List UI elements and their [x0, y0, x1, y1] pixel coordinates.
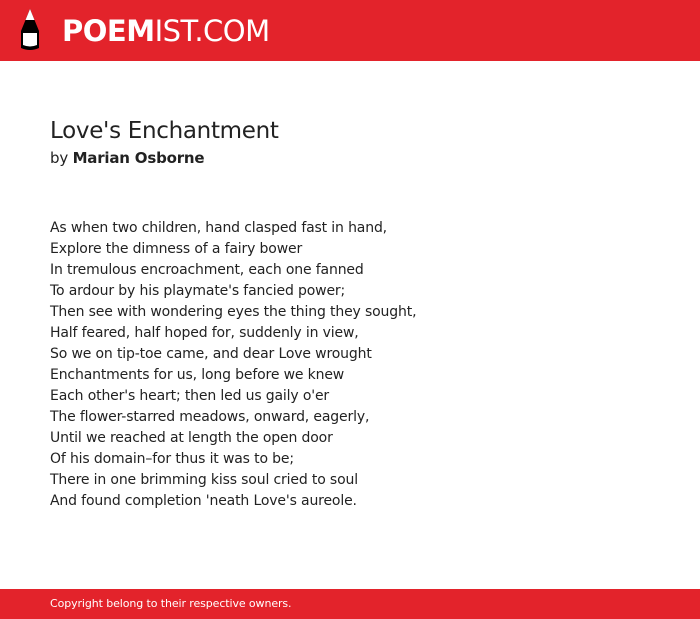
brand-bold: POEM — [62, 14, 155, 48]
poem-title: Love's Enchantment — [50, 118, 279, 144]
poem-line: Half feared, half hoped for, suddenly in view, — [50, 325, 359, 341]
poem-line: Explore the dimness of a fairy bower — [50, 241, 303, 257]
pencil-tip-icon[interactable] — [18, 9, 42, 51]
poem-line: So we on tip-toe came, and dear Love wrought — [50, 346, 372, 362]
poem-line: Then see with wondering eyes the thing they sought, — [50, 304, 417, 320]
byline — [50, 147, 670, 170]
poem-line: In tremulous encroachment, each one fanned — [50, 262, 364, 278]
poem-line: There in one brimming kiss soul cried to soul — [50, 472, 358, 488]
poem-line: Until we reached at length the open door — [50, 430, 333, 446]
poem-line: Enchantments for us, long before we knew — [50, 367, 345, 383]
brand-light: IST.COM — [154, 14, 270, 48]
poem-line: And found completion 'neath Love's aureole. — [50, 493, 357, 509]
site-logo-link[interactable] — [62, 12, 270, 50]
author-name: Marian Osborne — [72, 149, 205, 167]
poem-line: Of his domain–for thus it was to be; — [50, 451, 294, 467]
site-footer — [0, 589, 700, 619]
poem-line: The flower-starred meadows, onward, eagerly, — [50, 409, 370, 425]
poem-line: Each other's heart; then led us gaily o'er — [50, 388, 330, 404]
poem-header — [50, 116, 670, 170]
copyright-text: Copyright belong to their respective owners. — [50, 597, 292, 610]
by-label: by — [50, 149, 68, 167]
poem-line: To ardour by his playmate's fancied power; — [50, 283, 346, 299]
poem-line: As when two children, hand clasped fast in hand, — [50, 220, 387, 236]
site-header — [0, 0, 700, 61]
poem-body — [50, 218, 670, 512]
